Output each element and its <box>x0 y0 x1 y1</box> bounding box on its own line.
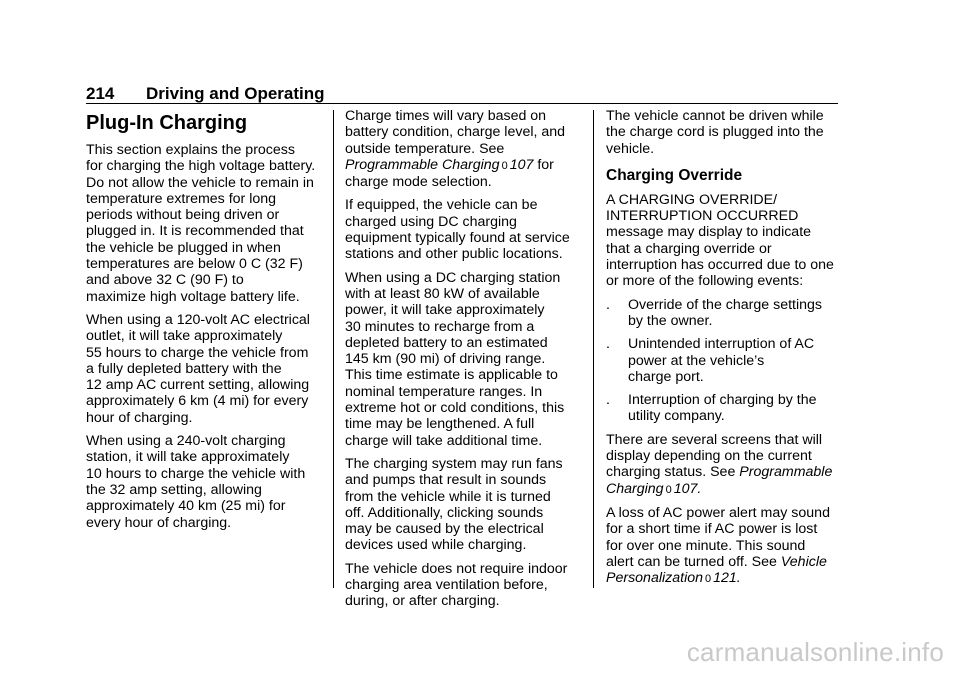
text-line <box>606 481 844 498</box>
text-line: temperatures are below 0 C (32 F) <box>86 256 303 273</box>
paragraph <box>606 432 844 498</box>
text-line: the charge cord is plugged into the <box>606 124 824 141</box>
text-line: and pumps that result in sounds <box>345 472 547 489</box>
text-line: The vehicle cannot be driven while <box>606 108 824 124</box>
cross-reference-page[interactable]: 107. <box>673 480 702 497</box>
text-line: charge will take additional time. <box>345 432 543 449</box>
text-line <box>606 570 844 587</box>
paragraph <box>345 108 583 190</box>
text-line: outlet, it will take approximately <box>86 328 283 345</box>
text-line: time may be lengthened. A full <box>345 416 535 433</box>
paragraph <box>345 270 583 449</box>
section-heading: Plug-In Charging <box>86 112 248 134</box>
text-line: utility company. <box>628 408 725 425</box>
text-line: or more of the following events: <box>606 273 804 290</box>
text-line: When using a DC charging station <box>345 269 561 286</box>
text-line: The charging system may run fans <box>345 455 563 472</box>
text-line: stations and other public locations. <box>345 246 563 263</box>
text-line: off. Additionally, clicking sounds <box>345 504 544 521</box>
cross-reference-page[interactable]: 121. <box>713 570 741 587</box>
text-fragment: alert can be turned off. See <box>606 553 777 570</box>
paragraph <box>86 433 322 531</box>
text-line: power at the vehicle’s <box>628 352 765 369</box>
text-line: charge port. <box>628 368 704 385</box>
text-line: plugged in. It is recommended that <box>86 223 304 240</box>
cross-reference-link[interactable]: Programmable Charging <box>345 156 500 173</box>
text-line: charge mode selection. <box>345 174 492 191</box>
text-line <box>345 157 583 174</box>
paragraph <box>345 561 583 610</box>
text-line: that a charging override or <box>606 240 772 257</box>
bullet-icon: . <box>606 392 610 409</box>
bullet-icon: . <box>606 336 610 353</box>
text-line: from the vehicle while it is turned <box>345 488 551 505</box>
text-line: during, or after charging. <box>345 593 500 610</box>
text-line: A CHARGING OVERRIDE/ <box>606 191 778 208</box>
text-line: message may display to indicate <box>606 224 812 241</box>
text-line: 12 amp AC current setting, allowing <box>86 377 310 394</box>
text-line: 55 hours to charge the vehicle from <box>86 344 309 361</box>
cross-reference-link[interactable]: Vehicle <box>780 553 827 570</box>
paragraph <box>345 456 583 554</box>
text-line: approximately 6 km (4 mi) for every <box>86 393 309 410</box>
column-divider <box>333 110 334 588</box>
column-3 <box>606 108 844 594</box>
text-line: temperature extremes for long <box>86 190 277 207</box>
subsection-heading: Charging Override <box>606 166 743 184</box>
section-title: Driving and Operating <box>146 84 325 103</box>
text-line: When using a 120-volt AC electrical <box>86 311 310 328</box>
text-line: charging area ventilation before, <box>345 577 548 594</box>
text-line: The vehicle does not require indoor <box>345 560 568 577</box>
text-line: There are several screens that will <box>606 431 823 448</box>
text-line: When using a 240-volt charging <box>86 433 286 450</box>
cross-reference-link[interactable]: Charging <box>606 480 664 497</box>
text-line: 30 minutes to recharge from a <box>345 318 535 335</box>
text-line: Charge times will vary based on <box>345 108 547 124</box>
text-line: vehicle. <box>606 140 655 157</box>
text-line: the 32 amp setting, allowing <box>86 481 262 498</box>
cross-reference-link[interactable]: Programmable <box>739 464 833 481</box>
text-line: extreme hot or cold conditions, this <box>345 400 565 417</box>
text-line: with at least 80 kW of available <box>345 285 540 302</box>
text-line: approximately 40 km (25 mi) for <box>86 498 286 515</box>
text-line: outside temperature. See <box>345 140 505 157</box>
page-ref-arrow-icon: 0 <box>705 573 712 586</box>
text-line: nominal temperature ranges. In <box>345 383 543 400</box>
page-ref-arrow-icon: 0 <box>665 483 672 496</box>
text-line: hour of charging. <box>86 409 193 426</box>
text-line: equipment typically found at service <box>345 230 570 247</box>
text-line: for over one minute. This sound <box>606 537 806 554</box>
text-line: This time estimate is applicable to <box>345 367 558 384</box>
text-line: station, it will take approximately <box>86 449 290 466</box>
text-line: power, it will take approximately <box>345 302 545 319</box>
text-fragment: charging status. See <box>606 464 736 481</box>
text-fragment: for <box>537 156 554 173</box>
text-line <box>606 554 844 570</box>
bullet-item <box>606 297 844 330</box>
text-line: the vehicle be plugged in when <box>86 239 281 256</box>
text-line: may be caused by the electrical <box>345 521 544 538</box>
paragraph <box>345 197 583 262</box>
text-line: a fully depleted battery with the <box>86 360 282 377</box>
column-2 <box>345 108 583 617</box>
column-divider <box>593 110 594 588</box>
text-line: INTERRUPTION OCCURRED <box>606 208 799 225</box>
text-line: depleted battery to an estimated <box>345 334 548 351</box>
paragraph <box>606 108 844 157</box>
text-line <box>606 464 844 480</box>
text-line: for a short time if AC power is lost <box>606 521 818 538</box>
text-line: and above 32 C (90 F) to <box>86 272 244 289</box>
text-line: devices used while charging. <box>345 537 527 554</box>
paragraph <box>86 312 322 426</box>
text-line: charged using DC charging <box>345 213 517 230</box>
text-line: This section explains the process <box>86 142 295 158</box>
text-line: for charging the high voltage battery. <box>86 158 316 175</box>
paragraph <box>606 505 844 587</box>
text-line: interruption has occurred due to one <box>606 257 834 274</box>
text-line: Unintended interruption of AC <box>628 336 815 353</box>
text-line: by the owner. <box>628 312 713 329</box>
cross-reference-link[interactable]: Personalization <box>606 570 704 587</box>
text-line: every hour of charging. <box>86 514 232 531</box>
cross-reference-page[interactable]: 107 <box>509 156 534 173</box>
bullet-icon: . <box>606 296 610 313</box>
column-1 <box>86 108 322 538</box>
text-line: 10 hours to charge the vehicle with <box>86 465 306 482</box>
page-number: 214 <box>86 84 115 103</box>
text-line: A loss of AC power alert may sound <box>606 504 830 521</box>
page-ref-arrow-icon: 0 <box>501 159 508 172</box>
watermark: carmanualsonline.info <box>686 637 944 667</box>
bullet-item <box>606 336 844 385</box>
text-line: If equipped, the vehicle can be <box>345 197 538 214</box>
text-line: 145 km (90 mi) of driving range. <box>345 351 546 368</box>
text-line: maximize high voltage battery life. <box>86 288 300 305</box>
text-line: Interruption of charging by the <box>628 392 817 409</box>
text-line: display depending on the current <box>606 448 812 465</box>
text-line: battery condition, charge level, and <box>345 124 566 141</box>
text-line: Do not allow the vehicle to remain in <box>86 174 314 191</box>
text-line: periods without being driven or <box>86 207 280 224</box>
paragraph <box>86 142 322 305</box>
header-divider <box>86 103 838 104</box>
paragraph <box>606 192 844 290</box>
text-line: Override of the charge settings <box>628 296 822 313</box>
bullet-item <box>606 392 844 425</box>
